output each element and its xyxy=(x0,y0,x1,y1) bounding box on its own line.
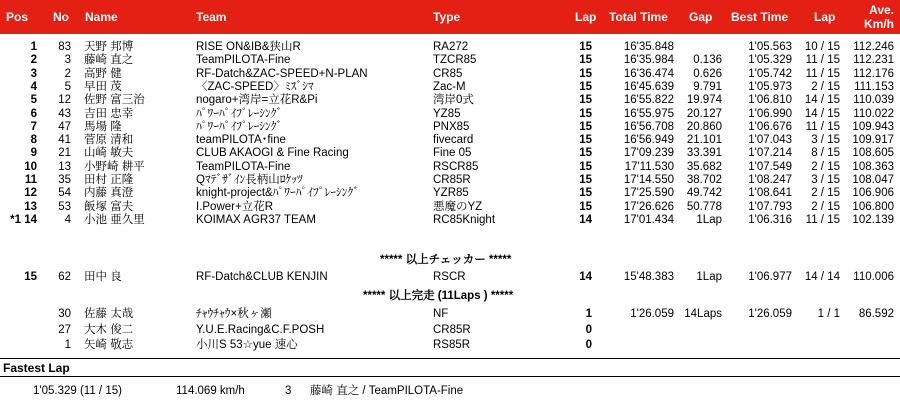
cell-total: 16'35.848 xyxy=(623,41,674,53)
cell-blap: 3 / 15 xyxy=(811,134,840,147)
cell-name: 田中 良 xyxy=(84,271,122,283)
cell-type: TZCR85 xyxy=(433,54,477,67)
cell-no: 21 xyxy=(58,147,71,160)
cell-name: 小池 亜久里 xyxy=(84,213,145,226)
cell-blap: 2 / 15 xyxy=(811,160,840,173)
cell-best: 1'08.641 xyxy=(748,187,792,200)
cell-no: 35 xyxy=(58,174,71,186)
cell-team: ﾊﾟﾜｰﾊﾟｲﾌﾟﾚｰｼﾝｸﾞ xyxy=(196,107,283,120)
fastest-lap-divider-bottom xyxy=(0,376,900,377)
fastest-lap-driver: 藤崎 直之 / TeamPILOTA-Fine xyxy=(310,385,464,397)
cell-total: 17'25.590 xyxy=(623,187,674,200)
cell-lap: 0 xyxy=(585,323,592,336)
cell-total: 16'55.975 xyxy=(623,107,674,120)
cell-team: RISE ON&IB&狭山R xyxy=(196,41,301,53)
cell-pos: 2 xyxy=(30,54,37,67)
cell-name: 飯塚 富夫 xyxy=(84,200,134,213)
col-best-time-header: Best Time xyxy=(731,10,789,24)
col-lap-header: Lap xyxy=(575,10,597,24)
cell-blap: 14 / 14 xyxy=(804,271,840,283)
cell-blap: 11 / 15 xyxy=(805,120,840,133)
cell-name: 天野 邦博 xyxy=(84,41,134,53)
cell-lap: 15 xyxy=(579,80,592,93)
cell-total: 17'01.434 xyxy=(623,213,674,226)
cell-best: 1'06.316 xyxy=(748,213,792,226)
cell-blap: 14 / 15 xyxy=(804,94,840,107)
cell-best: 1'05.742 xyxy=(748,67,792,80)
cell-type: NF xyxy=(433,308,449,320)
cell-blap: 1 / 1 xyxy=(817,308,840,320)
cell-gap: 1Lap xyxy=(696,271,722,283)
cell-no: 2 xyxy=(64,67,71,80)
cell-pos: 7 xyxy=(30,120,37,133)
cell-pos: *1 14 xyxy=(10,213,37,226)
cell-total: 16'55.822 xyxy=(623,94,674,107)
cell-name: 田村 正隆 xyxy=(84,174,134,186)
col-ave-header: Ave. xyxy=(869,3,894,17)
cell-best: 1'26.059 xyxy=(748,308,792,320)
cell-best: 1'05.563 xyxy=(748,41,792,53)
cell-type: RSCR85 xyxy=(433,160,479,173)
cell-total: 16'45.639 xyxy=(623,80,674,93)
cell-pos: 3 xyxy=(30,67,37,80)
cell-name: 早田 茂 xyxy=(84,80,122,93)
cell-lap: 15 xyxy=(579,94,592,107)
cell-gap: 1Lap xyxy=(696,213,722,226)
cell-best: 1'07.214 xyxy=(748,147,792,160)
cell-team: ﾁｬｳﾁｬｳ×秋ヶ瀬 xyxy=(196,308,272,320)
fastest-lap-time: 1'05.329 (11 / 15) xyxy=(33,385,122,397)
col-pos-header: Pos xyxy=(6,10,29,24)
cell-best: 1'05.329 xyxy=(748,54,792,67)
cell-no: 47 xyxy=(58,120,71,133)
col-name-header: Name xyxy=(85,10,118,24)
cell-gap: 20.860 xyxy=(686,120,722,133)
cell-gap: 35.682 xyxy=(686,160,722,173)
cell-pos: 10 xyxy=(24,160,37,173)
cell-no: 13 xyxy=(58,160,71,173)
cell-team: RF-Datch&ZAC-SPEED+N-PLAN xyxy=(196,67,368,80)
fastest-lap-speed: 114.069 km/h xyxy=(176,385,245,397)
cell-team: CLUB AKAOGI & Fine Racing xyxy=(196,147,349,160)
cell-ave: 86.592 xyxy=(858,308,894,320)
cell-no: 30 xyxy=(58,308,71,320)
cell-lap: 14 xyxy=(579,271,592,283)
cell-team: knight-project&ﾊﾟﾜｰﾊﾟｲﾌﾟﾚｰｼﾝｸﾞ xyxy=(196,187,359,200)
col-kmh-header: Km/h xyxy=(864,17,894,31)
cell-pos: 9 xyxy=(30,147,37,160)
cell-ave: 111.153 xyxy=(854,80,894,93)
cell-ave: 112.246 xyxy=(853,41,894,53)
cell-total: 1'26.059 xyxy=(630,308,674,320)
cell-gap: 49.742 xyxy=(686,187,722,200)
cell-lap: 15 xyxy=(579,187,592,200)
cell-pos: 5 xyxy=(30,94,37,107)
cell-gap: 9.791 xyxy=(693,80,722,93)
cell-pos: 15 xyxy=(24,271,37,283)
col-type-header: Type xyxy=(433,10,461,24)
cell-ave: 110.039 xyxy=(853,94,894,107)
cell-team: 〈ZAC-SPEED〉ﾐｽﾞｼﾏ xyxy=(196,80,314,93)
cell-total: 17'09.239 xyxy=(623,147,674,160)
cell-no: 54 xyxy=(58,187,71,200)
cell-lap: 15 xyxy=(579,107,592,120)
cell-no: 3 xyxy=(64,54,71,67)
cell-blap: 2 / 15 xyxy=(811,80,840,93)
cell-gap: 21.101 xyxy=(686,134,722,147)
cell-no: 1 xyxy=(64,339,71,351)
cell-lap: 15 xyxy=(579,147,592,160)
cell-gap: 20.127 xyxy=(686,107,722,120)
cell-ave: 110.022 xyxy=(853,107,894,120)
cell-team: nogaro+湾岸=立花R&Pi xyxy=(196,94,318,107)
cell-blap: 2 / 15 xyxy=(811,200,840,213)
cell-total: 17'14.550 xyxy=(623,174,674,186)
cell-team: ﾊﾟﾜｰﾊﾟｲﾌﾟﾚｰｼﾝｸﾞ xyxy=(196,120,283,133)
cell-name: 菅原 清和 xyxy=(84,134,134,147)
cell-lap: 0 xyxy=(585,339,592,351)
cell-team: TeamPILOTA-Fine xyxy=(196,160,291,173)
cell-blap: 3 / 15 xyxy=(811,174,840,186)
cell-ave: 112.231 xyxy=(853,54,894,67)
cell-gap: 0.136 xyxy=(693,54,722,67)
cell-no: 41 xyxy=(58,134,71,147)
cell-best: 1'06.977 xyxy=(748,271,792,283)
cell-name: 馬場 隆 xyxy=(84,120,122,133)
cell-lap: 15 xyxy=(579,200,592,213)
cell-total: 17'11.530 xyxy=(624,160,674,173)
cell-pos: 11 xyxy=(24,174,37,186)
cell-ave: 108.363 xyxy=(852,160,894,173)
cell-no: 27 xyxy=(58,323,71,336)
cell-pos: 8 xyxy=(30,134,37,147)
cell-name: 内藤 真澄 xyxy=(84,187,134,200)
cell-type: CR85 xyxy=(433,67,463,80)
cell-type: CR85R xyxy=(433,174,471,186)
cell-name: 大木 俊二 xyxy=(84,323,134,336)
cell-name: 小野崎 耕平 xyxy=(84,160,145,173)
cell-type: 悪魔のYZ xyxy=(433,200,483,213)
cell-blap: 8 / 15 xyxy=(811,147,840,160)
cell-no: 43 xyxy=(58,107,71,120)
col-total-time-header: Total Time xyxy=(609,10,668,24)
cell-total: 17'26.626 xyxy=(623,200,674,213)
cell-best: 1'07.793 xyxy=(748,200,792,213)
fastest-lap-divider-top xyxy=(0,358,900,359)
cell-name: 藤崎 直之 xyxy=(84,54,134,67)
cell-team: TeamPILOTA-Fine xyxy=(196,54,291,67)
col-team-header: Team xyxy=(196,10,227,24)
cell-lap: 15 xyxy=(579,54,592,67)
col-best-lap-header: Lap xyxy=(814,10,836,24)
cell-pos: 4 xyxy=(30,80,37,93)
cell-ave: 112.176 xyxy=(853,67,894,80)
cell-lap: 15 xyxy=(579,160,592,173)
results-header xyxy=(0,0,900,34)
cell-team: I.Power+立花R xyxy=(196,200,274,213)
cell-name: 佐野 富三治 xyxy=(84,94,145,107)
cell-type: RSCR xyxy=(433,271,466,283)
cell-blap: 2 / 15 xyxy=(811,187,840,200)
cell-team: RF-Datch&CLUB KENJIN xyxy=(196,271,328,283)
cell-team: 小川S 53☆yue 速心 xyxy=(196,339,298,351)
cell-lap: 15 xyxy=(579,120,592,133)
cell-name: 高野 健 xyxy=(84,67,122,80)
cell-no: 12 xyxy=(58,94,71,107)
cell-pos: 12 xyxy=(24,187,37,200)
finished-separator: ***** 以上完走 (11Laps ) ***** xyxy=(363,290,514,302)
cell-name: 矢崎 敬志 xyxy=(84,339,134,351)
cell-name: 吉田 忠幸 xyxy=(84,107,134,120)
cell-blap: 10 / 15 xyxy=(804,41,840,53)
cell-best: 1'07.549 xyxy=(748,160,792,173)
cell-gap: 0.626 xyxy=(693,67,722,80)
cell-type: Fine 05 xyxy=(433,147,472,160)
cell-ave: 102.139 xyxy=(852,213,894,226)
cell-no: 4 xyxy=(64,213,71,226)
cell-type: RA272 xyxy=(433,41,469,53)
fastest-lap-number: 3 xyxy=(285,385,292,397)
fastest-lap-title: Fastest Lap xyxy=(3,361,70,375)
col-no-header: No xyxy=(53,10,69,24)
cell-ave: 108.605 xyxy=(852,147,894,160)
cell-team: KOIMAX AGR37 TEAM xyxy=(196,213,316,226)
cell-no: 83 xyxy=(58,41,71,53)
cell-blap: 14 / 15 xyxy=(804,107,840,120)
cell-type: 湾岸0式 xyxy=(433,94,474,107)
cell-type: PNX85 xyxy=(433,120,470,133)
cell-ave: 110.006 xyxy=(853,271,894,283)
cell-gap: 14Laps xyxy=(684,308,722,320)
cell-team: Qﾏﾃﾞｻﾞｲﾝ長柄山ﾛｹｯﾂ xyxy=(196,174,303,186)
col-gap-header: Gap xyxy=(689,10,713,24)
cell-name: 佐藤 太哉 xyxy=(84,308,134,320)
cell-no: 5 xyxy=(64,80,71,93)
cell-lap: 1 xyxy=(585,308,592,320)
cell-no: 62 xyxy=(58,271,71,283)
cell-best: 1'07.043 xyxy=(748,134,792,147)
cell-type: RC85Knight xyxy=(433,213,496,226)
cell-lap: 15 xyxy=(579,41,592,53)
cell-total: 16'36.474 xyxy=(623,67,674,80)
cell-pos: 6 xyxy=(30,107,37,120)
cell-lap: 15 xyxy=(579,134,592,147)
cell-gap: 33.391 xyxy=(686,147,722,160)
cell-name: 山崎 敏夫 xyxy=(84,147,134,160)
cell-best: 1'06.810 xyxy=(748,94,792,107)
cell-type: fivecard xyxy=(433,134,474,147)
cell-lap: 15 xyxy=(579,67,592,80)
cell-pos: 13 xyxy=(24,200,37,213)
cell-type: YZR85 xyxy=(433,187,469,200)
cell-type: YZ85 xyxy=(433,107,461,120)
checker-separator: ***** 以上チェッカー ***** xyxy=(380,254,512,266)
cell-pos: 1 xyxy=(30,41,37,53)
cell-best: 1'05.973 xyxy=(748,80,792,93)
cell-blap: 11 / 15 xyxy=(805,54,840,67)
cell-gap: 50.778 xyxy=(686,200,722,213)
cell-gap: 38.702 xyxy=(686,174,722,186)
cell-ave: 106.800 xyxy=(852,200,894,213)
cell-team: teamPILOTA･fine xyxy=(196,134,286,147)
cell-blap: 11 / 15 xyxy=(805,213,840,226)
cell-best: 1'06.676 xyxy=(748,120,792,133)
cell-team: Y.U.E.Racing&C.F.POSH xyxy=(196,323,325,336)
cell-type: Zac-M xyxy=(433,80,466,93)
cell-ave: 109.917 xyxy=(852,134,894,147)
cell-total: 16'56.708 xyxy=(623,120,674,133)
cell-best: 1'08.247 xyxy=(748,174,792,186)
cell-total: 15'48.383 xyxy=(623,271,674,283)
cell-ave: 109.943 xyxy=(852,120,894,133)
cell-blap: 11 / 15 xyxy=(805,67,840,80)
cell-ave: 108.047 xyxy=(852,174,894,186)
cell-type: RS85R xyxy=(433,339,471,351)
cell-ave: 106.906 xyxy=(852,187,894,200)
cell-total: 16'56.949 xyxy=(623,134,674,147)
cell-total: 16'35.984 xyxy=(623,54,674,67)
cell-gap: 19.974 xyxy=(686,94,722,107)
cell-lap: 14 xyxy=(579,213,592,226)
cell-best: 1'06.990 xyxy=(748,107,792,120)
cell-type: CR85R xyxy=(433,323,471,336)
cell-lap: 15 xyxy=(579,174,592,186)
cell-no: 53 xyxy=(58,200,71,213)
